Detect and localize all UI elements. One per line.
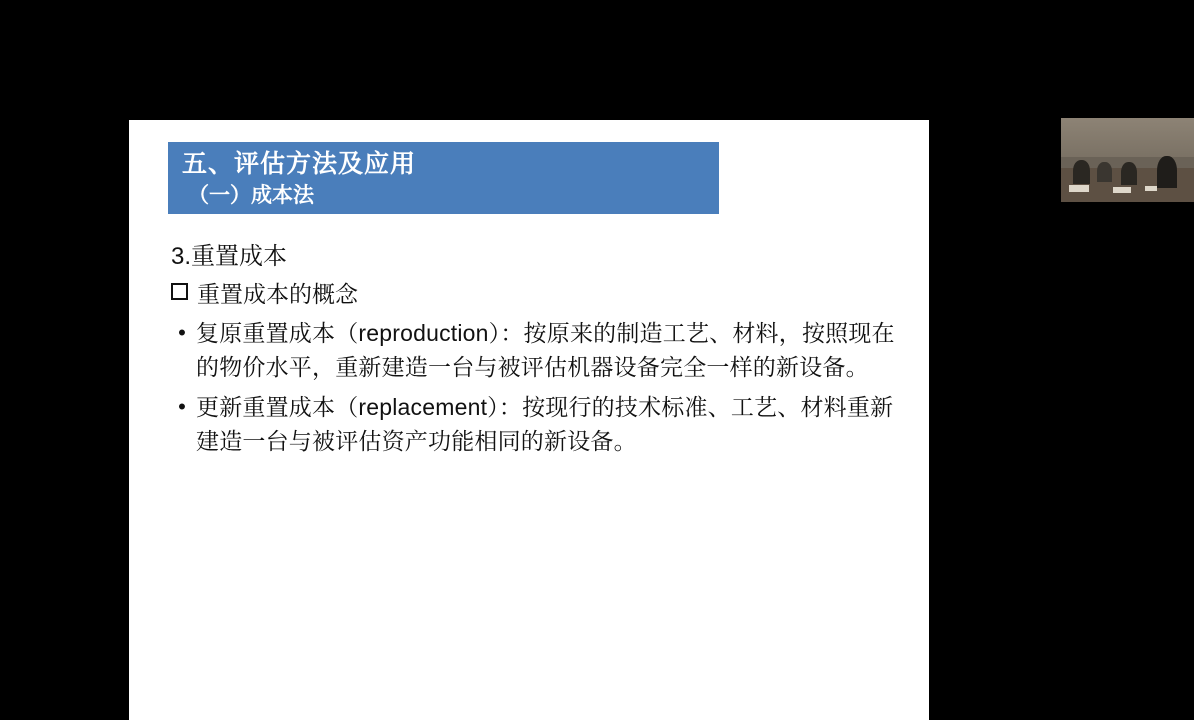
slide-title-banner bbox=[168, 142, 719, 214]
camera-person bbox=[1157, 156, 1177, 188]
slide-title-line-2: （一）成本法 bbox=[188, 184, 314, 207]
dot-bullet-icon: • bbox=[178, 394, 186, 419]
camera-person bbox=[1097, 162, 1112, 182]
square-bullet-icon bbox=[171, 283, 188, 300]
slide-canvas bbox=[129, 120, 929, 720]
sub-heading-label: 重置成本的概念 bbox=[197, 281, 358, 307]
camera-person bbox=[1121, 162, 1137, 185]
camera-person bbox=[1073, 160, 1090, 184]
list-item bbox=[168, 390, 898, 458]
camera-paper bbox=[1113, 187, 1131, 193]
camera-paper bbox=[1145, 186, 1157, 191]
slide-body bbox=[168, 240, 898, 460]
sub-heading-row bbox=[171, 278, 898, 310]
camera-paper bbox=[1069, 185, 1089, 192]
list-item-text: 复原重置成本（reproduction）：按原来的制造工艺、材料，按照现在的物价水平，重新建造一台与被评估机器设备完全一样的新设备。 bbox=[196, 320, 895, 380]
camera-feed-thumbnail[interactable] bbox=[1061, 118, 1194, 202]
dot-bullet-icon: • bbox=[178, 320, 186, 345]
camera-wall bbox=[1061, 118, 1194, 157]
slide-title-line-1: 五、评估方法及应用 bbox=[182, 150, 417, 178]
section-heading: 3.重置成本 bbox=[171, 243, 288, 270]
list-item-text: 更新重置成本（replacement）：按现行的技术标准、工艺、材料重新建造一台与被评估资产功能相同的新设备。 bbox=[196, 394, 894, 454]
list-item bbox=[168, 316, 898, 384]
